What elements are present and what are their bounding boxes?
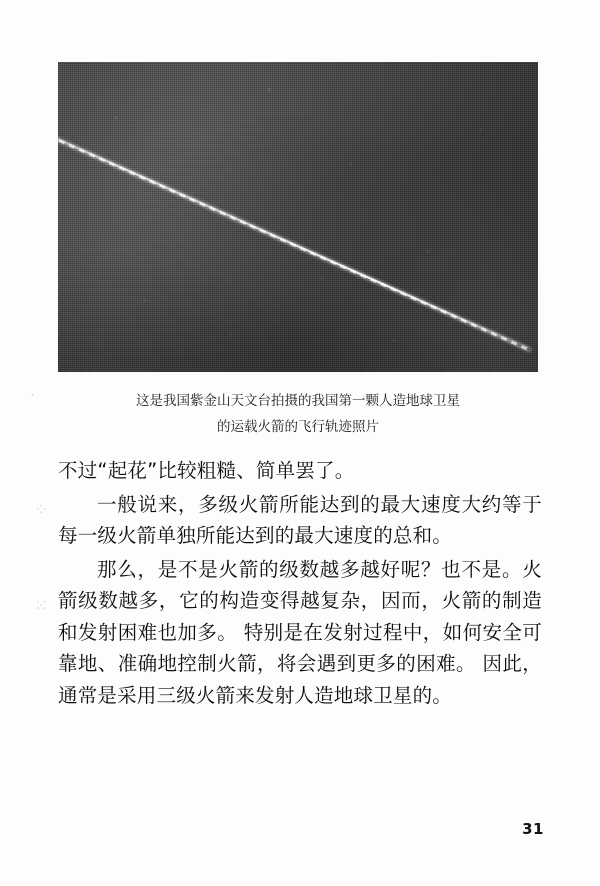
page-showthrough-smudge-2: ⁙ — [34, 596, 49, 616]
page-showthrough-smudge-1: ⁘ — [34, 500, 49, 520]
figure-caption-line-2: 的运载火箭的飞行轨迹照片 — [217, 419, 379, 436]
page-number: 31 — [522, 820, 544, 838]
figure-caption-line-1: 这是我国紫金山天文台拍摄的我国第一颗人造地球卫星 — [136, 393, 460, 409]
paragraph-1: 不过“起花”比较粗糙、简单罢了。 — [58, 459, 355, 482]
page-showthrough-smudge: · — [30, 386, 36, 406]
rocket-trail-dashes — [58, 130, 531, 351]
body-text — [58, 455, 542, 714]
paragraph-2: 一般说来，多级火箭所能达到的最大速度大约等于每一级火箭单独所能达到的最大速度的总和。 — [58, 492, 542, 548]
figure-container — [58, 62, 538, 372]
paragraph-3: 那么，是不是火箭的级数越多越好呢？也不是。火箭级数越多，它的构造变得越复杂，因而，火箭的制造和发射困难也加多。 特别是在发射过程中，如何安全可靠地、准确地控制火箭，将会遇到更多的困难。 因此，通常是采用三级火箭来发射人造地球卫星的。 — [58, 557, 542, 708]
figure-caption — [58, 388, 538, 441]
satellite-rocket-trajectory-photo — [58, 62, 538, 372]
